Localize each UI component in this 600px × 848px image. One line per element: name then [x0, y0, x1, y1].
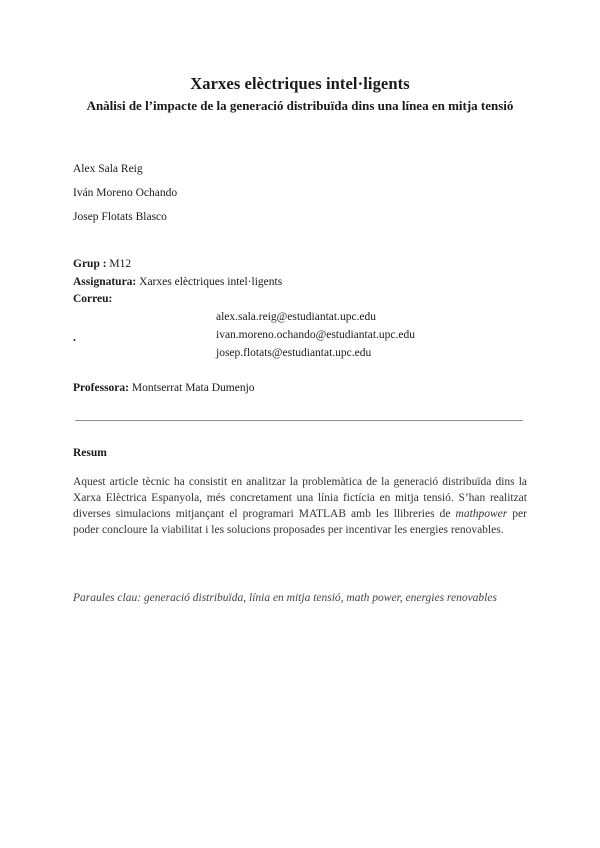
- document-title: Xarxes elèctriques intel·ligents: [190, 74, 410, 93]
- author-name: Josep Flotats Blasco: [73, 211, 167, 223]
- professor-value: Montserrat Mata Dumenjo: [131, 382, 255, 394]
- email-label: Correu:: [73, 293, 113, 305]
- abstract-text-end: per poder concloure la viabilitat i les solucions proposades per incentivar les energies renovables.: [73, 508, 527, 536]
- email-address: alex.sala.reig@estudiantat.upc.edu: [216, 311, 377, 323]
- group-value: M12: [109, 258, 132, 270]
- abstract-heading: Resum: [73, 447, 107, 459]
- group-label: Grup :: [73, 258, 107, 270]
- email-address: ivan.moreno.ochando@estudiantat.upc.edu: [216, 329, 416, 341]
- abstract-text: Aquest article tècnic ha consistit en analitzar la problemàtica de la generació distribuïda dins la Xarxa Elèctrica Espanyola, més concretament una línia fictícia en mitja tensió. S’han realitzat diverses simulacions mitjançant el programari MATLAB amb les llibreries de: [73, 476, 527, 520]
- author-name: Iván Moreno Ochando: [73, 187, 178, 199]
- keywords-paragraph: Paraules clau: generació distribuïda, línia en mitja tensió, math power, energies renovables: [73, 592, 497, 604]
- subject-label: Assignatura:: [73, 276, 137, 288]
- document-subtitle: Anàlisi de l’impacte de la generació distribuïda dins una línea en mitja tensió: [86, 98, 514, 113]
- professor-line: [73, 382, 255, 394]
- subject-line: [73, 276, 282, 288]
- group-line: [73, 258, 131, 270]
- author-name: Alex Sala Reig: [73, 163, 143, 175]
- email-address: josep.flotats@estudiantat.upc.edu: [216, 347, 372, 359]
- email-line: [73, 293, 112, 305]
- email-marker: .: [73, 330, 76, 344]
- horizontal-divider: [75, 420, 523, 421]
- professor-label: Professora:: [73, 382, 129, 394]
- abstract-paragraph: [73, 474, 527, 538]
- abstract-emphasis: mathpower: [455, 508, 508, 520]
- subject-value: Xarxes elèctriques intel·ligents: [139, 276, 283, 288]
